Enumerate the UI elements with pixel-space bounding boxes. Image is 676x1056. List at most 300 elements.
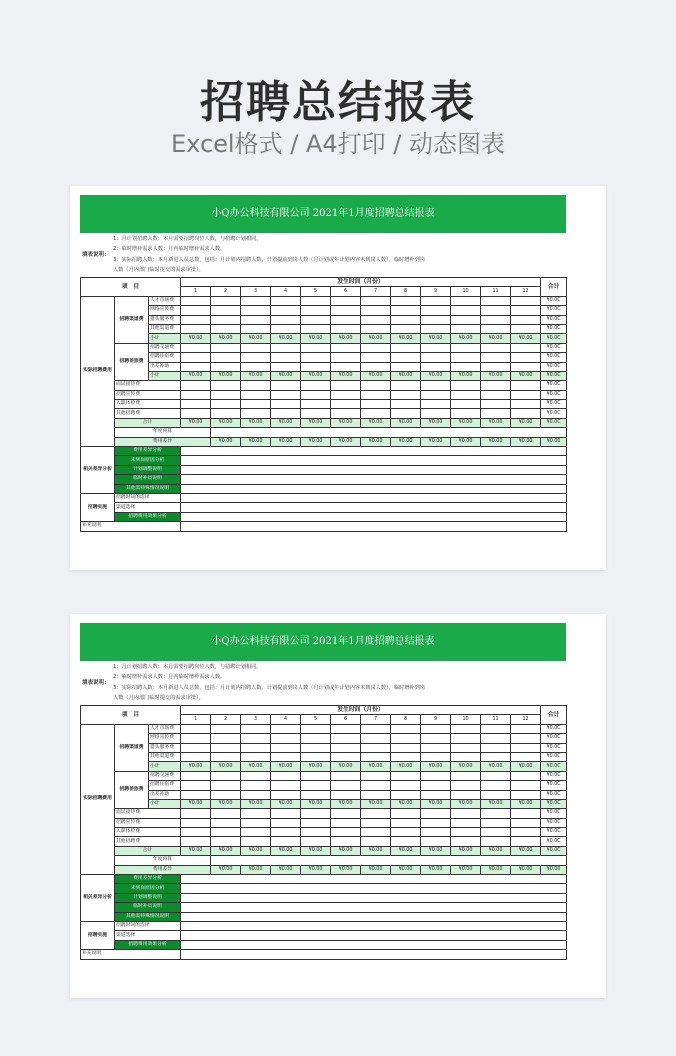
plan-item: 招聘时间的选择: [115, 921, 181, 930]
month-value-cell: [241, 381, 271, 390]
group-label: 实际招聘费用: [81, 724, 115, 874]
note-line: 1：月计划招聘人数：本月需要招聘岗位人数，与招聘计划相同。: [113, 236, 262, 242]
month-value-cell: [271, 790, 301, 799]
total-cell: ¥0.0C: [541, 400, 567, 409]
month-value-cell: ¥0.00: [301, 418, 331, 427]
table-row: [81, 912, 567, 921]
month-value-cell: [361, 353, 391, 362]
month-value-cell: [331, 296, 361, 305]
month-value-cell: [511, 771, 541, 780]
table-row: [81, 353, 567, 362]
item-label: 猎头服务费: [149, 743, 181, 752]
analysis-value-cell: [181, 484, 567, 493]
month-value-cell: [301, 390, 331, 399]
month-value-cell: [481, 781, 511, 790]
month-value-cell: [451, 809, 481, 818]
month-value-cell: [181, 743, 211, 752]
total-cell: ¥0.0C: [541, 846, 567, 855]
month-value-cell: [301, 296, 331, 305]
month-value-cell: ¥0.00: [211, 437, 241, 446]
month-value-cell: [391, 790, 421, 799]
month-value-cell: [211, 771, 241, 780]
month-value-cell: [181, 809, 211, 818]
month-value-cell: ¥0.00: [331, 418, 361, 427]
table-row: [81, 503, 567, 512]
month-value-cell: [451, 381, 481, 390]
month-value-cell: ¥0.00: [451, 799, 481, 808]
month-value-cell: ¥0.00: [421, 437, 451, 446]
month-value-cell: [391, 296, 421, 305]
page-subtitle: Excel格式 / A4打印 / 动态图表: [171, 130, 505, 158]
month-value-cell: [301, 724, 331, 733]
month-value-cell: ¥0.00: [331, 846, 361, 855]
notes-block: [80, 662, 566, 704]
month-value-cell: [211, 390, 241, 399]
month-value-cell: [241, 752, 271, 761]
item-label: 招聘宣传费: [115, 390, 181, 399]
month-value-cell: [511, 390, 541, 399]
month-value-cell: [301, 781, 331, 790]
item-label: 招聘交通费: [149, 343, 181, 352]
month-value-cell: [271, 296, 301, 305]
month-value-cell: [361, 343, 391, 352]
month-value-cell: [511, 315, 541, 324]
month-value-cell: [211, 743, 241, 752]
total-header: 合计: [541, 706, 567, 725]
month-value-cell: ¥0.00: [211, 371, 241, 380]
item-label: 其他渠道费: [149, 324, 181, 333]
table-row: [81, 362, 567, 371]
month-value-cell: [331, 790, 361, 799]
month-value-cell: ¥0.00: [181, 371, 211, 380]
total-cell: ¥0.0C: [541, 734, 567, 743]
month-value-cell: ¥0.00: [271, 762, 301, 771]
table-row: [81, 522, 567, 531]
month-value-cell: [451, 362, 481, 371]
month-value-cell: [421, 828, 451, 837]
month-value-cell: [421, 409, 451, 418]
item-label: 其他渠道费: [149, 752, 181, 761]
month-value-cell: [391, 752, 421, 761]
month-value-cell: [511, 752, 541, 761]
month-value-cell: [391, 306, 421, 315]
plan-value-cell: [181, 921, 567, 930]
month-value-cell: [241, 409, 271, 418]
month-value-cell: [181, 837, 211, 846]
item-label: 入职体检费: [115, 828, 181, 837]
month-value-cell: [391, 837, 421, 846]
month-value-cell: [211, 809, 241, 818]
plan-value-cell: [181, 493, 567, 502]
table-row: [81, 428, 567, 437]
notes-label: 填表说明：: [82, 252, 110, 258]
month-value-cell: [181, 400, 211, 409]
month-value-cell: ¥0.00: [241, 799, 271, 808]
month-value-cell: [361, 809, 391, 818]
month-value-cell: [211, 381, 241, 390]
table-row: [81, 752, 567, 761]
month-value-cell: [331, 828, 361, 837]
month-header: 2: [211, 715, 241, 724]
note-line: 2：临时增补需求人数：月内临时增补需求人数。: [113, 674, 226, 681]
month-value-cell: [361, 306, 391, 315]
month-value-cell: [361, 771, 391, 780]
table-row: [81, 343, 567, 352]
note-line: 1：月计划招聘人数：本月需要招聘岗位人数，与招聘计划相同。: [113, 664, 262, 670]
month-value-cell: [331, 409, 361, 418]
month-header: 12: [511, 287, 541, 296]
month-value-cell: ¥0.00: [301, 371, 331, 380]
month-value-cell: [481, 734, 511, 743]
month-value-cell: [211, 296, 241, 305]
month-value-cell: [211, 734, 241, 743]
total-cell: ¥0.0C: [541, 752, 567, 761]
month-value-cell: [361, 752, 391, 761]
month-value-cell: [211, 343, 241, 352]
page-title: 招聘总结报表: [200, 77, 476, 128]
month-value-cell: [331, 809, 361, 818]
month-value-cell: ¥0.00: [271, 418, 301, 427]
month-value-cell: [391, 724, 421, 733]
month-value-cell: ¥0.00: [241, 865, 271, 874]
table-row: [81, 875, 567, 884]
plan-group-label: 招聘实施: [81, 921, 115, 949]
month-value-cell: [421, 752, 451, 761]
month-value-cell: [331, 390, 361, 399]
sheet-preview-2: [70, 614, 606, 998]
month-value-cell: [421, 771, 451, 780]
month-header: 5: [301, 715, 331, 724]
subtotal-label: 小计: [149, 799, 181, 808]
month-header: 1: [181, 715, 211, 724]
month-value-cell: [451, 790, 481, 799]
month-value-cell: [241, 353, 271, 362]
month-value-cell: [301, 828, 331, 837]
month-value-cell: [271, 724, 301, 733]
month-value-cell: [301, 343, 331, 352]
month-value-cell: [361, 409, 391, 418]
analysis-item: 未到岗原因分析: [115, 884, 181, 893]
analysis-item: 费用差异分析: [115, 875, 181, 884]
month-value-cell: [421, 400, 451, 409]
month-value-cell: [181, 818, 211, 827]
table-row: [81, 940, 567, 949]
month-value-cell: [511, 781, 541, 790]
month-value-cell: ¥0.00: [241, 334, 271, 343]
note-line: 人数（月内部门临时提交的需求审批）。: [113, 695, 204, 702]
month-value-cell: [361, 818, 391, 827]
month-value-cell: [511, 343, 541, 352]
item-label: 入职体检费: [115, 400, 181, 409]
month-value-cell: ¥0.00: [361, 334, 391, 343]
month-value-cell: [421, 818, 451, 827]
analysis-value-cell: [181, 456, 567, 465]
month-value-cell: [271, 771, 301, 780]
month-value-cell: [481, 343, 511, 352]
month-value-cell: [211, 353, 241, 362]
analysis-item: 费用差异分析: [115, 447, 181, 456]
month-value-cell: ¥0.00: [391, 371, 421, 380]
month-value-cell: [481, 306, 511, 315]
month-value-cell: ¥0.00: [511, 762, 541, 771]
month-value-cell: ¥0.00: [421, 799, 451, 808]
total-cell: ¥0.0C: [541, 390, 567, 399]
month-value-cell: [391, 771, 421, 780]
month-value-cell: [331, 752, 361, 761]
month-value-cell: [451, 390, 481, 399]
month-value-cell: [301, 381, 331, 390]
item-label: 猎头服务费: [149, 315, 181, 324]
month-header: 8: [391, 287, 421, 296]
month-value-cell: [361, 734, 391, 743]
month-value-cell: [391, 781, 421, 790]
month-value-cell: [301, 809, 331, 818]
month-value-cell: [451, 724, 481, 733]
analysis-value-cell: [181, 475, 567, 484]
month-value-cell: [511, 743, 541, 752]
analysis-value-cell: [181, 875, 567, 884]
month-value-cell: [451, 771, 481, 780]
month-value-cell: [511, 724, 541, 733]
analysis-group-label: 相关差异分析: [81, 447, 115, 494]
month-value-cell: [271, 743, 301, 752]
month-value-cell: ¥0.00: [391, 846, 421, 855]
month-value-cell: ¥0.00: [271, 334, 301, 343]
month-value-cell: ¥0.00: [181, 846, 211, 855]
month-value-cell: ¥0.00: [361, 371, 391, 380]
analysis-value-cell: [181, 893, 567, 902]
month-value-cell: ¥0.00: [361, 418, 391, 427]
month-value-cell: ¥0.00: [331, 865, 361, 874]
analysis-item: 计划调整说明: [115, 893, 181, 902]
month-value-cell: [271, 818, 301, 827]
month-value-cell: ¥0.00: [451, 846, 481, 855]
month-header: 12: [511, 715, 541, 724]
month-value-cell: ¥0.00: [511, 437, 541, 446]
month-value-cell: [421, 381, 451, 390]
table-row: [81, 903, 567, 912]
month-value-cell: [421, 743, 451, 752]
month-header: 3: [241, 287, 271, 296]
month-value-cell: ¥0.00: [181, 762, 211, 771]
month-value-cell: ¥0.00: [541, 437, 567, 446]
month-value-cell: [331, 324, 361, 333]
analysis-item: 临时补员说明: [115, 475, 181, 484]
month-value-cell: [331, 818, 361, 827]
month-value-cell: [391, 734, 421, 743]
item-label: 出差补助: [149, 362, 181, 371]
month-header: 11: [481, 287, 511, 296]
month-value-cell: [511, 362, 541, 371]
month-value-cell: [271, 752, 301, 761]
month-value-cell: [271, 390, 301, 399]
month-header: 9: [421, 287, 451, 296]
month-value-cell: [181, 390, 211, 399]
plan-item: 招聘费用效果分析: [115, 512, 181, 521]
month-header: 10: [451, 715, 481, 724]
month-value-cell: [301, 734, 331, 743]
month-value-cell: [481, 818, 511, 827]
month-value-cell: [241, 809, 271, 818]
note-line: 人数（月内部门临时提交的需求审批）。: [113, 267, 204, 274]
sheet-preview-1: [70, 186, 606, 570]
month-value-cell: [391, 353, 421, 362]
month-value-cell: [301, 353, 331, 362]
total-cell: ¥0.0C: [541, 315, 567, 324]
month-value-cell: ¥0.00: [421, 371, 451, 380]
plan-value-cell: [181, 503, 567, 512]
plan-item: 招聘时间的选择: [115, 493, 181, 502]
month-value-cell: [181, 828, 211, 837]
item-label: 面试接待费: [115, 809, 181, 818]
month-value-cell: [481, 743, 511, 752]
month-value-cell: [361, 790, 391, 799]
table-row: [81, 781, 567, 790]
item-label: 网络宣传费: [149, 306, 181, 315]
month-value-cell: [301, 837, 331, 846]
table-row: [81, 893, 567, 902]
table-row: [81, 799, 567, 808]
month-value-cell: [451, 324, 481, 333]
total-cell: ¥0.0C: [541, 381, 567, 390]
month-value-cell: ¥0.00: [301, 334, 331, 343]
month-value-cell: ¥0.00: [421, 762, 451, 771]
month-value-cell: ¥0.00: [241, 437, 271, 446]
month-value-cell: [391, 400, 421, 409]
analysis-value-cell: [181, 884, 567, 893]
table-row: [81, 371, 567, 380]
month-value-cell: [241, 306, 271, 315]
month-header: 6: [331, 287, 361, 296]
plan-value-cell: [181, 950, 567, 959]
month-value-cell: [451, 315, 481, 324]
month-value-cell: [241, 362, 271, 371]
month-value-cell: [181, 343, 211, 352]
month-value-cell: [211, 306, 241, 315]
table-row: [81, 724, 567, 733]
month-value-cell: ¥0.00: [241, 846, 271, 855]
month-value-cell: ¥0.00: [451, 418, 481, 427]
analysis-value-cell: [181, 912, 567, 921]
plan-item: 补充说明: [81, 950, 181, 959]
note-line: 3：实际招聘人数：本月新进人员总数，包括：月计划内招聘人数、计划提前到岗人数（月计划或年计划内容未到岗人数）、临时增补到岗: [113, 684, 425, 691]
table-row: [81, 493, 567, 502]
table-row: [81, 296, 567, 305]
month-value-cell: ¥0.00: [331, 437, 361, 446]
month-value-cell: [241, 743, 271, 752]
total-cell: ¥0.0C: [541, 724, 567, 733]
month-value-cell: ¥0.00: [211, 334, 241, 343]
subgroup-label: 招聘差旅费: [115, 343, 149, 381]
month-value-cell: [211, 362, 241, 371]
month-value-cell: [511, 409, 541, 418]
month-value-cell: [421, 837, 451, 846]
month-value-cell: [481, 771, 511, 780]
item-label: 人才市场费: [149, 724, 181, 733]
month-value-cell: [361, 781, 391, 790]
table-row: [81, 734, 567, 743]
month-value-cell: ¥0.00: [541, 865, 567, 874]
month-value-cell: ¥0.00: [481, 334, 511, 343]
month-value-cell: [421, 362, 451, 371]
month-value-cell: [361, 743, 391, 752]
item-label: 其他招聘费: [115, 837, 181, 846]
month-value-cell: [241, 343, 271, 352]
table-row: [81, 762, 567, 771]
month-value-cell: ¥0.00: [361, 762, 391, 771]
month-value-cell: [181, 734, 211, 743]
month-value-cell: [421, 315, 451, 324]
month-value-cell: [331, 743, 361, 752]
month-value-cell: [511, 837, 541, 846]
month-value-cell: [241, 400, 271, 409]
month-value-cell: [481, 409, 511, 418]
month-value-cell: [421, 790, 451, 799]
table-row: [81, 278, 567, 287]
month-value-cell: [451, 743, 481, 752]
month-value-cell: [181, 724, 211, 733]
total-cell: ¥0.0C: [541, 343, 567, 352]
note-line: 2：临时增补需求人数：月内临时增补需求人数。: [113, 246, 226, 253]
month-value-cell: [391, 315, 421, 324]
month-value-cell: [271, 306, 301, 315]
month-value-cell: ¥0.00: [211, 846, 241, 855]
month-value-cell: [511, 306, 541, 315]
month-value-cell: ¥0.00: [481, 762, 511, 771]
item-label: 面试接待费: [115, 381, 181, 390]
month-value-cell: [271, 409, 301, 418]
month-value-cell: [241, 771, 271, 780]
month-value-cell: [481, 790, 511, 799]
month-value-cell: [451, 353, 481, 362]
month-value-cell: [181, 306, 211, 315]
subtotal-label: 小计: [149, 334, 181, 343]
month-value-cell: [391, 381, 421, 390]
month-value-cell: [181, 409, 211, 418]
month-header: 1: [181, 287, 211, 296]
month-value-cell: [211, 409, 241, 418]
plan-value-cell: [181, 940, 567, 949]
month-value-cell: ¥0.00: [391, 865, 421, 874]
month-value-cell: [331, 734, 361, 743]
month-value-cell: [421, 324, 451, 333]
month-value-cell: [301, 400, 331, 409]
total-cell: ¥0.0C: [541, 324, 567, 333]
plan-value-cell: [181, 931, 567, 940]
month-value-cell: ¥0.00: [481, 799, 511, 808]
table-row: [81, 447, 567, 456]
month-header: 9: [421, 715, 451, 724]
notes-label: 填表说明：: [82, 680, 110, 686]
month-value-cell: [391, 324, 421, 333]
sum-label: 合计: [115, 418, 181, 427]
month-value-cell: [301, 743, 331, 752]
total-cell: ¥0.0C: [541, 790, 567, 799]
month-header: 2: [211, 287, 241, 296]
month-value-cell: [511, 296, 541, 305]
month-value-cell: ¥0.00: [421, 846, 451, 855]
month-value-cell: [271, 343, 301, 352]
month-value-cell: [271, 324, 301, 333]
month-value-cell: [511, 809, 541, 818]
subtotal-label: 小计: [149, 762, 181, 771]
plan-item: 渠道选择: [115, 503, 181, 512]
item-label: 网络宣传费: [149, 734, 181, 743]
month-value-cell: [331, 400, 361, 409]
analysis-item: 计划调整说明: [115, 465, 181, 474]
month-value-cell: ¥0.00: [301, 762, 331, 771]
month-value-cell: ¥0.00: [391, 418, 421, 427]
